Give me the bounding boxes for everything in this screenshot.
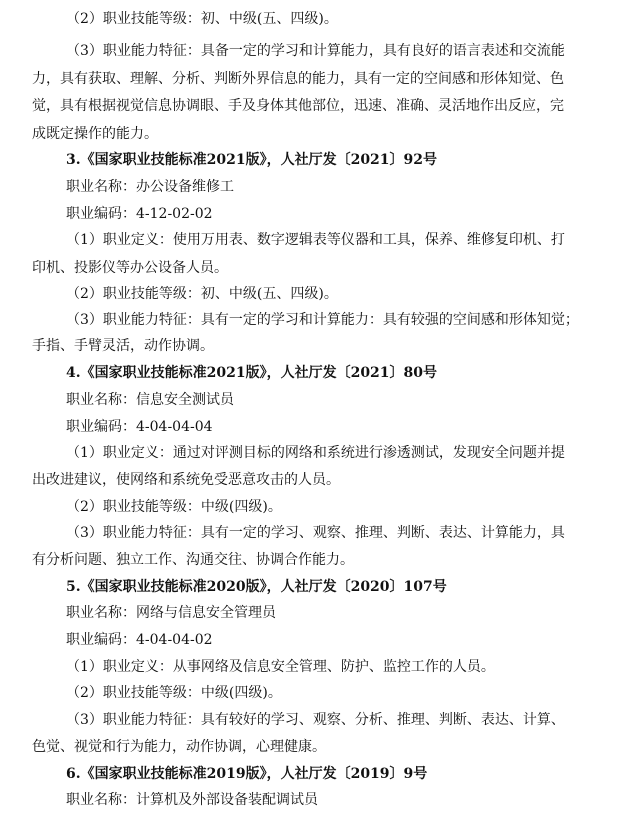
occupation-definition: （1）职业定义：从事网络及信息安全管理、防护、监控工作的人员。	[66, 659, 495, 675]
occupation-code: 职业编码：4-12-02-02	[66, 206, 213, 222]
occupation-definition: （1）职业定义：使用万用表、数字逻辑表等仪器和工具，保养、维修复印机、打	[66, 232, 565, 248]
standard-heading-5: 5.《国家职业技能标准2020版》，人社厅发〔2020〕107号	[66, 579, 447, 595]
occupation-name: 职业名称：信息安全测试员	[66, 392, 234, 408]
ability-feature-line: （3）职业能力特征：具备一定的学习和计算能力，具有良好的语言表述和交流能	[66, 43, 565, 59]
standard-heading-4: 4.《国家职业技能标准2021版》，人社厅发〔2021〕80号	[66, 365, 438, 381]
ability-feature-line: （3）职业能力特征：具有一定的学习和计算能力：具有较强的空间感和形体知觉；	[66, 312, 579, 328]
ability-feature-continuation: 觉，具有根据视觉信息协调眼、手及身体其他部位，迅速、准确、灵活地作出反应，完	[32, 98, 564, 114]
occupation-code: 职业编码：4-04-04-02	[66, 632, 213, 648]
ability-feature-continuation: 成既定操作的能力。	[32, 126, 158, 142]
occupation-definition-continuation: 印机、投影仪等办公设备人员。	[32, 260, 228, 276]
skill-level-line: （2）职业技能等级：初、中级(五、四级)。	[66, 286, 338, 302]
occupation-definition: （1）职业定义：通过对评测目标的网络和系统进行渗透测试，发现安全问题并提	[66, 445, 565, 461]
ability-feature-continuation: 力，具有获取、理解、分析、判断外界信息的能力，具有一定的空间感和形体知觉、色	[32, 71, 564, 87]
skill-level-line: （2）职业技能等级：中级(四级)。	[66, 685, 282, 701]
occupation-name: 职业名称：办公设备维修工	[66, 179, 234, 195]
occupation-name: 职业名称：网络与信息安全管理员	[66, 605, 276, 621]
standard-heading-3: 3.《国家职业技能标准2021版》，人社厅发〔2021〕92号	[66, 152, 438, 168]
ability-feature-line: （3）职业能力特征：具有一定的学习、观察、推理、判断、表达、计算能力，具	[66, 525, 565, 541]
ability-feature-line: （3）职业能力特征：具有较好的学习、观察、分析、推理、判断、表达、计算、	[66, 712, 565, 728]
occupation-name: 职业名称：计算机及外部设备装配调试员	[66, 792, 318, 808]
skill-level-line: （2）职业技能等级：初、中级(五、四级)。	[66, 11, 338, 27]
occupation-code: 职业编码：4-04-04-04	[66, 419, 213, 435]
occupation-definition-continuation: 出改进建议，使网络和系统免受恶意攻击的人员。	[32, 472, 340, 488]
ability-feature-continuation: 有分析问题、独立工作、沟通交往、协调合作能力。	[32, 552, 354, 568]
ability-feature-continuation: 手指、手臂灵活，动作协调。	[32, 338, 214, 354]
standard-heading-6: 6.《国家职业技能标准2019版》，人社厅发〔2019〕9号	[66, 766, 428, 782]
ability-feature-continuation: 色觉、视觉和行为能力，动作协调，心理健康。	[32, 739, 326, 755]
skill-level-line: （2）职业技能等级：中级(四级)。	[66, 499, 282, 515]
